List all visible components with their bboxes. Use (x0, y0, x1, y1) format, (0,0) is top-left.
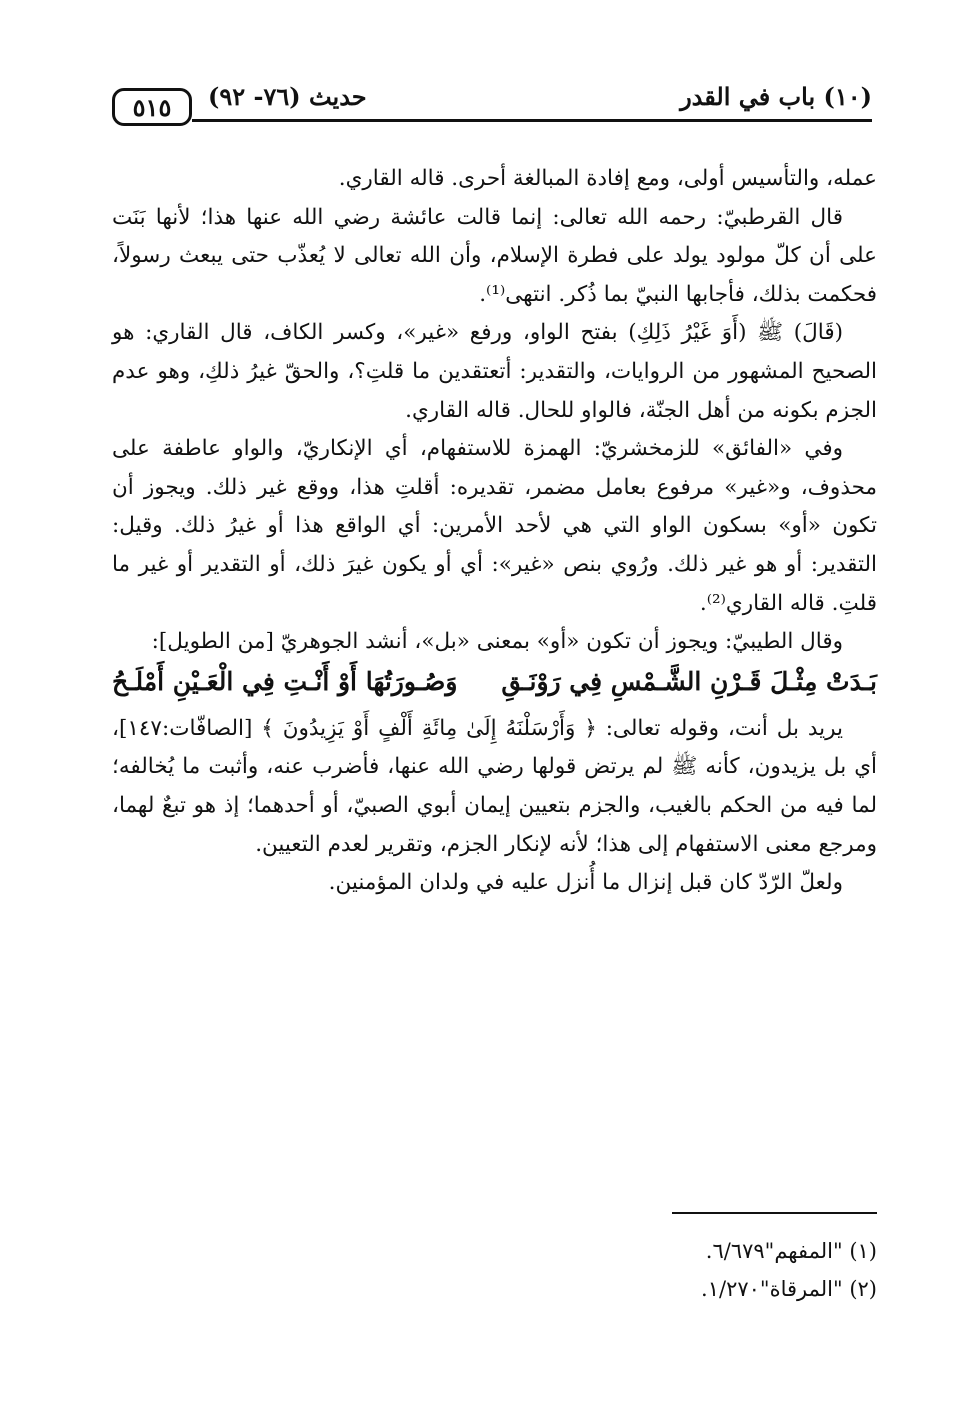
paragraph: (قَالَ) ﷺ (أَوَ غَيْرُ ذَلِكِ) بفتح الواو، ورفع «غير»، وكسر الكاف، قال القاري: هو الصحيح المشهور من الروايات، والتقدير: أتعتقدين ما قلتِ؟، والحقّ غيرُ ذلكِ، وهو عدم الجزم بكونه من أهل الجنّة، فالواو للحال. قاله القاري. (112, 320, 877, 423)
page-number: ٥١٥ (112, 88, 192, 126)
paragraph: عمله، والتأسيس أولى، ومع إفادة المبالغة أحرى. قاله القاري. (338, 166, 877, 191)
footnote: (١) "المفهم"٦/٦٧٩. (705, 1239, 877, 1263)
paragraph: وقال الطيبيّ: ويجوز أن تكون «أو» بمعنى «بل»، أنشد الجوهريّ [من الطويل]: (151, 629, 843, 655)
verse-second-hemistich: وَصُـورَتُهَا أَوْ أَنْـتِ فِي الْعَـيْنِ أَمْلَـحُ (112, 666, 458, 696)
footnotes (112, 1232, 877, 1308)
paragraph: وفي «الفائق» للزمخشريّ: الهمزة للاستفهام، أي الإنكاريّ، والواو عاطفة على محذوف، و«غير» مرفوع بعامل مضمر، تقديره: أقلتِ هذا، ووقع غير ذلك. ويجوز أن تكون «أو» بسكون الواو التي هي لأحد الأمرين: أي الواقع هذا أو غيرُ ذلك. وقيل: التقدير: أو هو غير ذلك. ورُوي بنص «غير»: أي أو يكون غيرَ ذلك، أو التقدير أو غير ما قلتِ. قاله القاري⁽²⁾. (112, 436, 877, 616)
footnote: (٢) "المرقاة"١/٢٧٠. (701, 1277, 877, 1301)
chapter-title: (١٠) باب في القدر (680, 82, 872, 111)
paragraph: يريد بل أنت، وقوله تعالى: ﴿ وَأَرْسَلْنَهُ إِلَىٰ مِائَةِ أَلْفٍ أَوْ يَزِيدُونَ ﴾ [الصافّات:١٤٧]، أي بل يزيدون، كأنه ﷺ لم يرتض قولها رضي الله عنها، فأضرب عنه، وأثبت ما يُخالفه؛ لما فيه من الحكم بالغيب، والجزم بتعيين إيمان أبوي الصبيّ، أو أحدهما؛ إذ هو تبعٌ لهما، ومرجع معنى الاستفهام إلى هذا؛ لأنه لإنكار الجزم، وتقرير لعدم التعيين. (112, 715, 877, 857)
verse-first-hemistich: بَـدَتْ مِثْـلَ قَـرْنِ الشَّـمْسِ فِي رَوْنَـقِ (501, 666, 877, 696)
header-rule (192, 119, 872, 122)
footnote-separator (672, 1212, 877, 1214)
paragraph: قال القرطبيّ: رحمه الله تعالى: إنما قالت عائشة رضي الله عنها هذا؛ لأنها بَنَت على أن كلّ مولود يولد على فطرة الإسلام، وأن الله تعالى لا يُعذّب حتى يبعث رسولاً، فحكمت بذلك، فأجابها النبيّ بما ذُكر. انتهى⁽¹⁾. (112, 204, 877, 307)
poetry-verse (112, 662, 877, 710)
hadith-range-title: حديث (٧٦- ٩٢) (208, 82, 367, 111)
main-text (112, 160, 877, 903)
paragraph: ولعلّ الرّدّ كان قبل إنزال ما أُنزل عليه في ولدان المؤمنين. (328, 870, 843, 896)
page-header (112, 78, 872, 130)
